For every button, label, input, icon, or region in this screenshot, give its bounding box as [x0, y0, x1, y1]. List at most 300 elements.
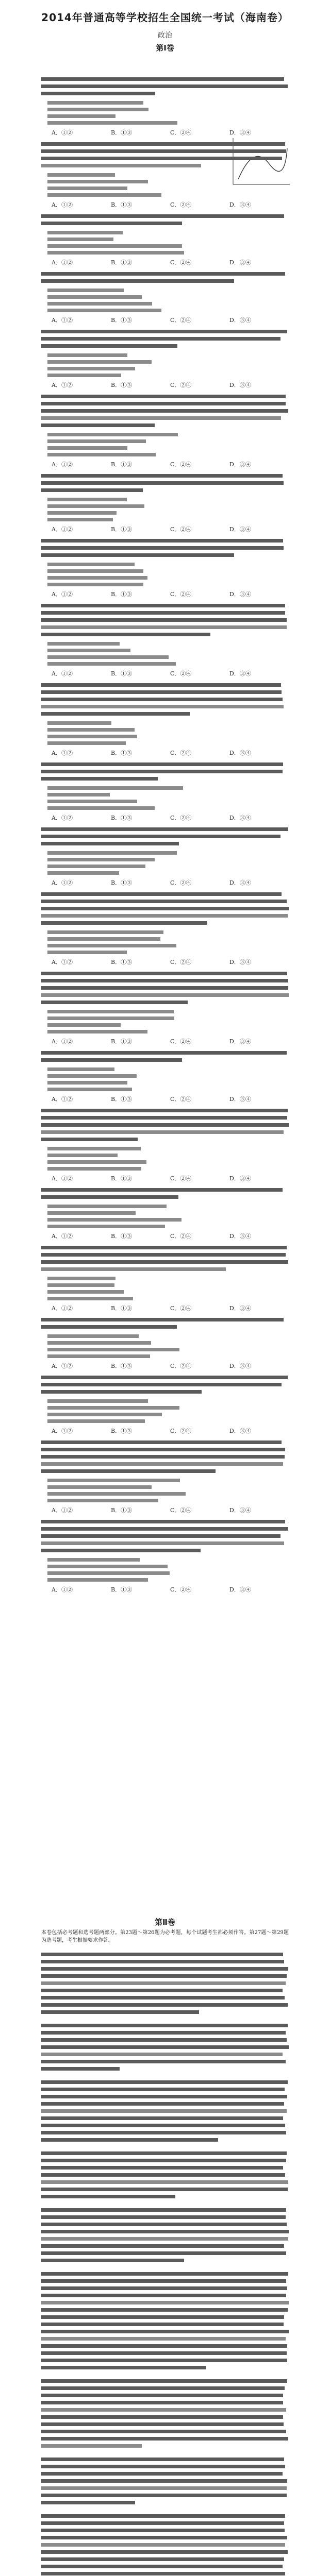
text-line — [47, 1290, 124, 1294]
answer-option: C．②④ — [170, 1233, 192, 1240]
text-line — [41, 762, 283, 766]
text-line — [47, 1571, 170, 1575]
text-line — [47, 309, 161, 312]
answer-option: A．①② — [52, 879, 73, 886]
text-line — [47, 1479, 180, 1482]
answer-option: D．③④ — [229, 670, 251, 677]
text-line — [41, 1996, 285, 1999]
answer-option: A．①② — [52, 259, 73, 266]
text-line — [41, 2408, 286, 2412]
answer-option: A．①② — [52, 959, 73, 965]
answer-option: A．①② — [52, 1507, 73, 1514]
answer-option: D．③④ — [229, 1233, 251, 1240]
answer-option: B．①③ — [111, 201, 133, 208]
text-line — [41, 2173, 285, 2177]
text-line — [47, 1485, 152, 1489]
answer-option: C．②④ — [170, 1586, 192, 1593]
text-line — [47, 1297, 133, 1300]
text-line — [41, 2430, 286, 2433]
text-line — [47, 721, 111, 725]
text-line — [47, 511, 117, 515]
text-line — [41, 416, 281, 420]
text-line — [47, 1081, 127, 1084]
text-line — [47, 108, 148, 111]
exam-title: 2014年普通高等学校招生全国统一考试（海南卷） — [41, 11, 289, 24]
text-line — [41, 1462, 283, 1466]
text-line — [41, 2067, 120, 2071]
answer-option: C．②④ — [170, 815, 192, 821]
answer-option: A．①② — [52, 1233, 73, 1240]
text-line — [41, 330, 287, 333]
text-line — [47, 439, 146, 443]
text-line — [41, 2294, 286, 2297]
text-line — [41, 2109, 287, 2113]
part-one-heading: 第Ⅰ卷 — [156, 43, 174, 53]
text-line — [41, 2080, 288, 2084]
answer-option: D．③④ — [229, 1038, 251, 1045]
text-line — [41, 2138, 218, 2142]
text-line — [41, 2565, 283, 2568]
text-line — [41, 279, 234, 283]
text-line — [47, 498, 127, 501]
text-line — [47, 1167, 141, 1171]
text-line — [41, 683, 281, 687]
text-line — [41, 222, 182, 225]
text-line — [41, 777, 158, 781]
text-line — [47, 563, 135, 566]
answer-option: C．②④ — [170, 259, 192, 266]
answer-option: A．①② — [52, 382, 73, 388]
text-line — [41, 2401, 283, 2404]
text-line — [41, 2031, 286, 2035]
text-line — [47, 735, 137, 738]
text-line — [41, 1058, 182, 1062]
text-line — [41, 2458, 284, 2461]
answer-option: C．②④ — [170, 461, 192, 468]
text-line — [41, 2010, 199, 2014]
answer-option: D．③④ — [229, 526, 251, 533]
answer-option: B．①③ — [111, 750, 133, 756]
answer-option: B．①③ — [111, 1586, 133, 1593]
text-line — [41, 2543, 285, 2547]
text-line — [41, 1448, 285, 1451]
text-line — [41, 1520, 285, 1523]
text-line — [41, 546, 284, 550]
answer-option: A．①② — [52, 461, 73, 468]
text-line — [41, 539, 283, 543]
text-line — [41, 2223, 287, 2226]
text-line — [41, 972, 287, 975]
answer-option: A．①② — [52, 1305, 73, 1312]
text-line — [41, 698, 283, 701]
text-line — [41, 2337, 286, 2341]
text-line — [47, 1348, 179, 1351]
text-line — [41, 2521, 284, 2525]
answer-option: C．②④ — [170, 1305, 192, 1312]
text-line — [41, 2286, 287, 2290]
text-line — [41, 142, 285, 146]
text-line — [41, 1188, 283, 1192]
text-line — [47, 251, 184, 255]
answer-option: B．①③ — [111, 591, 133, 598]
text-line — [41, 1549, 201, 1552]
text-line — [41, 2251, 286, 2255]
text-line — [41, 272, 285, 276]
text-line — [41, 1455, 285, 1459]
text-line — [41, 2024, 288, 2027]
text-line — [41, 2159, 286, 2162]
answer-option: D．③④ — [229, 382, 251, 388]
answer-option: C．②④ — [170, 382, 192, 388]
text-line — [41, 690, 282, 694]
text-line — [41, 2053, 283, 2056]
text-line — [47, 360, 152, 364]
answer-option: D．③④ — [229, 1363, 251, 1369]
text-line — [41, 2557, 284, 2561]
answer-option: C．②④ — [170, 591, 192, 598]
text-line — [47, 1205, 167, 1208]
text-line — [41, 770, 283, 773]
text-line — [41, 2479, 287, 2483]
text-line — [41, 2536, 287, 2539]
text-line — [41, 633, 210, 636]
text-line — [41, 2323, 284, 2326]
text-line — [41, 1325, 177, 1329]
text-line — [41, 2550, 288, 2554]
text-line — [47, 786, 183, 790]
text-line — [47, 1354, 150, 1358]
answer-option: A．①② — [52, 1038, 73, 1045]
text-line — [41, 2188, 288, 2191]
answer-option: A．①② — [52, 317, 73, 324]
text-line — [47, 944, 176, 947]
text-line — [41, 1960, 284, 1963]
text-line — [41, 2494, 287, 2497]
answer-option: B．①③ — [111, 879, 133, 886]
text-line — [41, 907, 289, 910]
text-line — [41, 979, 288, 982]
text-line — [41, 2195, 175, 2198]
text-line — [41, 2060, 286, 2063]
answer-option: A．①② — [52, 129, 73, 136]
text-line — [41, 1318, 284, 1321]
answer-option: C．②④ — [170, 1096, 192, 1103]
text-line — [41, 2444, 142, 2448]
answer-option: D．③④ — [229, 959, 251, 965]
text-line — [41, 2315, 284, 2319]
text-line — [47, 851, 177, 855]
text-line — [41, 2215, 286, 2219]
text-line — [47, 800, 137, 803]
text-line — [41, 1974, 287, 1978]
text-line — [41, 2501, 135, 2504]
text-line — [47, 101, 143, 105]
answer-option: C．②④ — [170, 1428, 192, 1434]
text-line — [41, 2486, 287, 2490]
answer-option: B．①③ — [111, 129, 133, 136]
text-line — [41, 1390, 202, 1394]
text-line — [41, 2437, 288, 2441]
answer-option: D．③④ — [229, 750, 251, 756]
text-line — [41, 344, 177, 348]
text-line — [41, 2038, 287, 2042]
answer-option: B．①③ — [111, 259, 133, 266]
answer-option: D．③④ — [229, 1428, 251, 1434]
text-line — [47, 121, 177, 125]
text-line — [41, 84, 288, 88]
text-line — [47, 1225, 165, 1228]
text-line — [41, 2208, 286, 2212]
text-line — [47, 865, 145, 868]
answer-option: D．③④ — [229, 815, 251, 821]
text-line — [41, 2379, 287, 2383]
answer-option: A．①② — [52, 1175, 73, 1182]
answer-option: D．③④ — [229, 1586, 251, 1593]
text-line — [41, 604, 285, 607]
text-line — [41, 2244, 284, 2248]
text-line — [47, 583, 143, 586]
text-line — [41, 2045, 289, 2049]
answer-option: D．③④ — [229, 1507, 251, 1514]
text-line — [47, 642, 120, 646]
answer-option: C．②④ — [170, 959, 192, 965]
text-line — [41, 149, 286, 153]
text-line — [47, 1074, 137, 1078]
text-line — [41, 618, 287, 622]
text-line — [47, 353, 127, 357]
text-line — [41, 2465, 285, 2468]
text-line — [41, 2131, 286, 2134]
text-line — [41, 553, 234, 557]
answer-option: B．①③ — [111, 1305, 133, 1312]
text-line — [41, 1130, 284, 1134]
text-line — [47, 302, 152, 306]
text-line — [41, 2151, 287, 2155]
text-line — [41, 914, 288, 918]
text-line — [41, 2514, 285, 2518]
text-line — [41, 2394, 283, 2397]
text-line — [47, 295, 142, 299]
text-line — [47, 289, 124, 292]
text-line — [47, 1088, 132, 1091]
answer-option: D．③④ — [229, 1096, 251, 1103]
text-line — [47, 244, 182, 248]
text-line — [47, 374, 121, 377]
answer-option: C．②④ — [170, 526, 192, 533]
text-line — [47, 1277, 116, 1280]
text-line — [41, 1195, 178, 1199]
text-line — [47, 1218, 182, 1222]
text-line — [47, 173, 115, 177]
answer-option: B．①③ — [111, 1233, 133, 1240]
answer-option: A．①② — [52, 526, 73, 533]
part-two-heading: 第Ⅱ卷 — [155, 1918, 175, 1927]
text-line — [47, 1492, 186, 1496]
answer-option: B．①③ — [111, 1363, 133, 1369]
text-line — [47, 576, 147, 580]
text-line — [47, 1565, 168, 1568]
answer-option: D．③④ — [229, 201, 251, 208]
text-line — [47, 649, 130, 652]
text-line — [41, 2422, 284, 2426]
text-line — [47, 187, 127, 190]
text-line — [41, 2230, 289, 2233]
text-line — [41, 1440, 282, 1444]
answer-option: D．③④ — [229, 879, 251, 886]
answer-option: D．③④ — [229, 591, 251, 598]
subject-label: 政治 — [158, 31, 172, 40]
text-line — [41, 2088, 285, 2091]
text-line — [47, 951, 127, 954]
text-line — [41, 77, 284, 81]
text-line — [41, 1260, 288, 1264]
answer-option: A．①② — [52, 1428, 73, 1434]
answer-option: B．①③ — [111, 1428, 133, 1434]
text-line — [47, 1419, 145, 1423]
answer-option: A．①② — [52, 1363, 73, 1369]
answer-option: B．①③ — [111, 382, 133, 388]
text-line — [47, 1154, 118, 1157]
text-line — [47, 1211, 136, 1215]
text-line — [41, 2529, 285, 2532]
answer-option: A．①② — [52, 670, 73, 677]
text-line — [41, 1267, 226, 1271]
text-line — [41, 835, 280, 838]
text-line — [41, 2166, 283, 2170]
text-line — [41, 2472, 283, 2476]
text-line — [47, 1578, 148, 1582]
answer-option: D．③④ — [229, 1175, 251, 1182]
answer-option: C．②④ — [170, 879, 192, 886]
answer-option: B．①③ — [111, 461, 133, 468]
text-line — [41, 1253, 286, 1257]
text-line — [41, 900, 287, 903]
answer-option: A．①② — [52, 1096, 73, 1103]
text-line — [47, 446, 127, 450]
text-line — [47, 433, 178, 436]
text-line — [47, 741, 126, 745]
text-line — [47, 937, 160, 941]
answer-option: B．①③ — [111, 526, 133, 533]
text-line — [47, 114, 116, 118]
answer-option: B．①③ — [111, 1038, 133, 1045]
text-line — [41, 2279, 286, 2283]
text-line — [47, 1341, 151, 1345]
answer-option: A．①② — [52, 201, 73, 208]
text-line — [41, 625, 287, 629]
text-line — [41, 2102, 284, 2106]
text-line — [41, 409, 288, 413]
text-line — [41, 92, 155, 95]
answer-option: C．②④ — [170, 129, 192, 136]
text-line — [47, 367, 135, 370]
text-line — [41, 1981, 286, 1985]
text-line — [47, 1558, 140, 1562]
text-line — [47, 793, 110, 796]
answer-option: B．①③ — [111, 317, 133, 324]
text-line — [41, 157, 282, 160]
text-line — [41, 2301, 289, 2304]
text-line — [47, 1010, 174, 1013]
answer-option: A．①② — [52, 750, 73, 756]
text-line — [47, 1067, 114, 1071]
text-line — [41, 2272, 288, 2276]
text-line — [47, 180, 148, 183]
text-line — [47, 453, 156, 456]
text-line — [41, 2116, 283, 2120]
text-line — [41, 2572, 285, 2575]
text-line — [41, 481, 284, 485]
text-line — [41, 1967, 288, 1971]
answer-option: A．①② — [52, 591, 73, 598]
text-line — [41, 1246, 287, 1249]
text-line — [41, 337, 280, 341]
text-line — [41, 2359, 287, 2362]
text-line — [41, 2415, 283, 2419]
answer-option: C．②④ — [170, 1175, 192, 1182]
answer-option: C．②④ — [170, 670, 192, 677]
text-line — [41, 842, 179, 845]
text-line — [41, 2259, 184, 2262]
text-line — [47, 1334, 139, 1338]
text-line — [41, 921, 207, 925]
text-line — [41, 2124, 285, 2127]
text-line — [47, 1399, 148, 1403]
answer-option: A．①② — [52, 815, 73, 821]
text-line — [47, 1499, 158, 1502]
text-line — [41, 1376, 288, 1379]
text-line — [41, 2330, 289, 2333]
text-line — [41, 2351, 287, 2355]
text-line — [41, 1051, 287, 1055]
answer-option: C．②④ — [170, 750, 192, 756]
answer-option: C．②④ — [170, 1363, 192, 1369]
text-line — [41, 2386, 285, 2390]
text-line — [41, 993, 289, 997]
text-line — [41, 611, 285, 615]
text-line — [47, 1023, 121, 1027]
text-line — [47, 518, 113, 521]
text-line — [47, 728, 135, 732]
text-line — [47, 1283, 114, 1287]
text-line — [41, 402, 286, 405]
answer-option: C．②④ — [170, 1038, 192, 1045]
text-line — [41, 1989, 283, 1992]
text-line — [41, 827, 288, 831]
text-line — [41, 474, 283, 478]
text-line — [41, 1534, 280, 1538]
text-line — [41, 1123, 289, 1127]
text-line — [47, 1413, 162, 1416]
answer-option: D．③④ — [229, 317, 251, 324]
text-line — [41, 892, 282, 896]
text-line — [41, 2180, 288, 2184]
text-line — [41, 2003, 288, 2007]
text-line — [41, 214, 284, 218]
text-line — [41, 1383, 282, 1386]
text-line — [41, 1527, 288, 1531]
text-line — [47, 1147, 141, 1150]
answer-option: B．①③ — [111, 959, 133, 965]
text-line — [41, 2237, 288, 2241]
answer-option: B．①③ — [111, 815, 133, 821]
text-line — [41, 1469, 216, 1473]
text-line — [47, 1030, 147, 1033]
answer-option: B．①③ — [111, 1175, 133, 1182]
text-line — [41, 2308, 288, 2312]
text-line — [41, 705, 284, 708]
answer-option: B．①③ — [111, 1507, 133, 1514]
